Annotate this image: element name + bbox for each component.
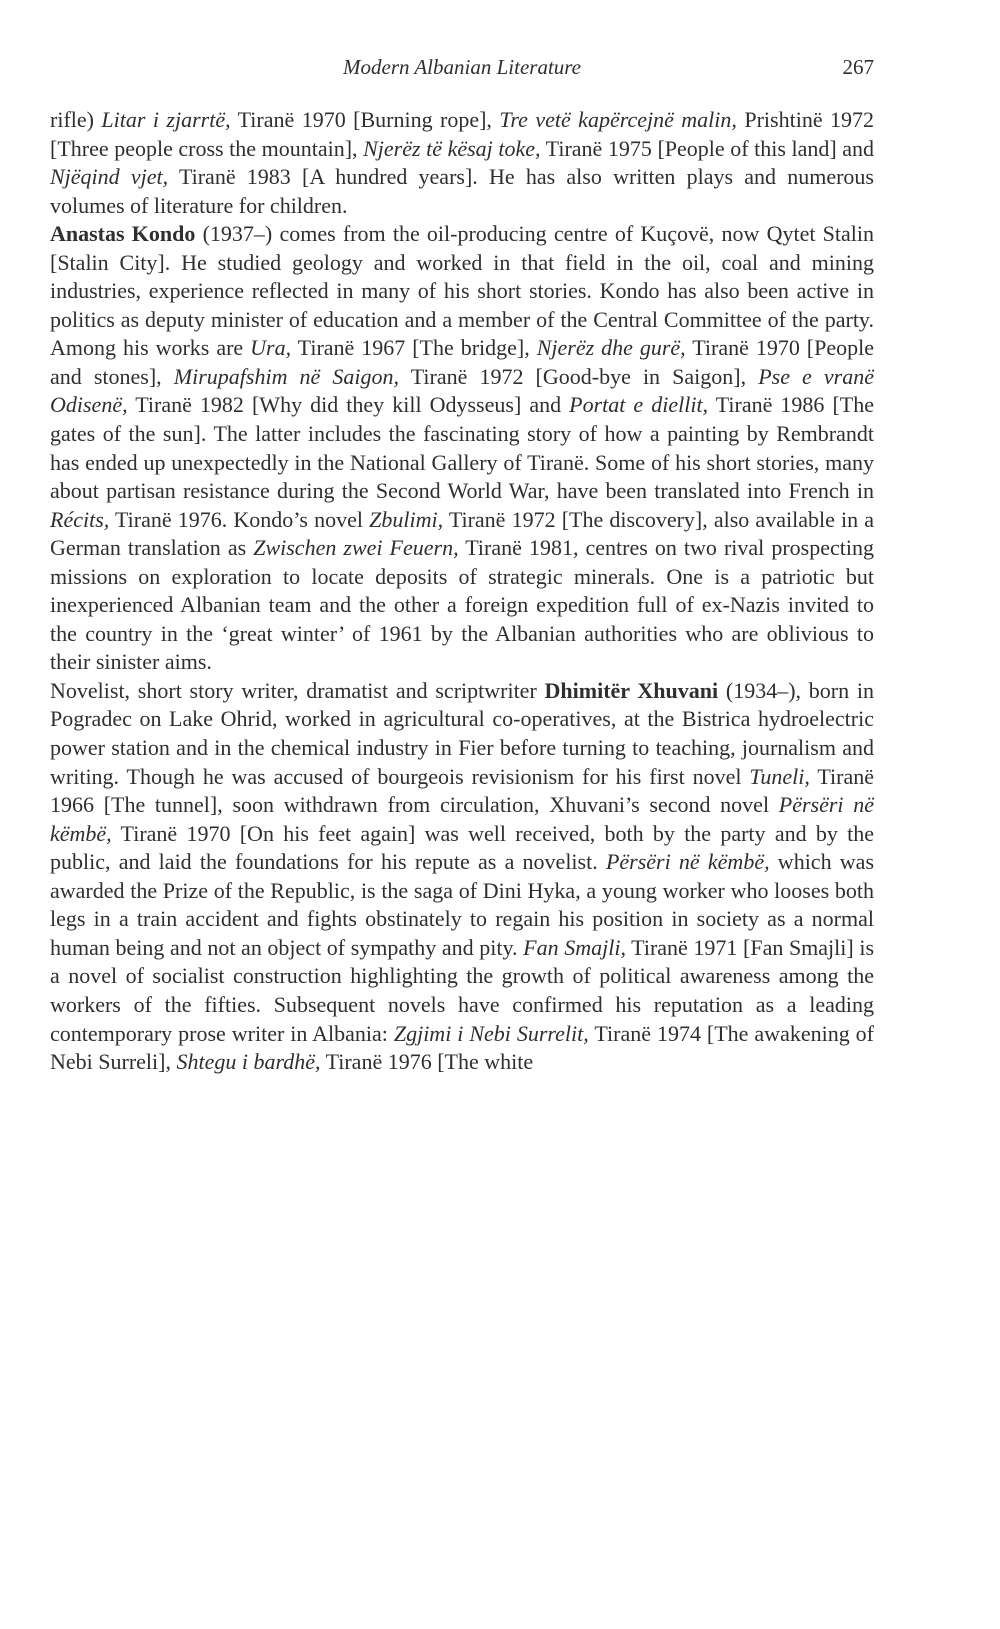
text-run: Tiranë 1970 [People and stones], (50, 335, 874, 389)
paragraph-continuation (50, 106, 874, 220)
work-title: Tuneli, (749, 763, 810, 789)
work-title: Zbulimi, (369, 506, 444, 532)
work-title: Litar i zjarrtë, (101, 107, 231, 132)
author-name: Anastas Kondo (50, 221, 196, 247)
text-run: Tiranë 1966 [The tunnel], soon withdrawn from circulation, Xhuvani’s second novel (50, 763, 874, 818)
text-run: (1937–) comes from the oil-producing centre of Kuçovë, now Qytet Stalin [Stalin City]. He studied geology and worked in that field in the oil, coal and mining industries, experience reflected in many of his short stories. Kondo has also been active in politics as deputy minister of education and a member of the Central Committee of the party. Among his works are (50, 221, 875, 361)
paragraph-dhimiter-xhuvani (50, 677, 874, 1077)
work-title: Portat e diellit, (569, 392, 709, 418)
text-run: Tiranë 1967 [The bridge], (291, 335, 537, 361)
running-header (50, 50, 874, 84)
text-run: (1934–), born in Pogradec on Lake Ohrid, worked in agricultural co-operatives, at the Bistrica hydroelectric power station and in the chemical industry in Fier before turning to teaching, journalism and writing. Though he was accused of bourgeois revisionism for his first novel (50, 677, 874, 789)
text-run: Tiranë 1972 [The discovery], also available in a German translation as (50, 506, 874, 561)
text-run: Tiranë 1986 [The gates of the sun]. The latter includes the fascinating story of how a painting by Rembrandt has ended up unexpectedly in the National Gallery of Tiranë. Some of his short stories, many about partisan resistance during the Second World War, have been translated into French in (50, 392, 874, 504)
work-title: Njerëz dhe gurë, (536, 335, 686, 361)
text-run: Prishtinë 1972 [Three people cross the mountain], (50, 107, 875, 161)
text-run: Novelist, short story writer, dramatist and scriptwriter (50, 677, 545, 703)
work-title: Përsëri në këmbë, (605, 849, 770, 875)
text-run: Tiranë 1974 [The awakening of Nebi Surreli], (50, 1020, 874, 1075)
text-run: Tiranë 1970 [On his feet again] was well received, both by the party and by the public, and laid the foundations for his repute as a novelist. (50, 820, 874, 875)
text-run: which was awarded the Prize of the Republic, is the saga of Dini Hyka, a young worker who looses both legs in a train accident and fights obstinately to regain his position in society as a normal human being and not an object of sympathy and pity. (50, 849, 875, 960)
work-title: Shtegu i bardhë, (176, 1049, 321, 1075)
paragraph-anastas-kondo (50, 220, 874, 677)
text-run: Tiranë 1981, centres on two rival prospecting missions on exploration to locate deposits of strategic minerals. One is a patriotic but inexperienced Albanian team and the other a foreign expedition full of ex-Nazis invited to the country in the ‘great winter’ of 1961 by the Albanian authorities who are oblivious to their sinister aims. (50, 535, 874, 675)
author-name: Dhimitër Xhuvani (544, 677, 719, 703)
body-text (50, 106, 874, 1077)
page-number: 267 (842, 55, 874, 79)
text-run: Tiranë 1983 [A hundred years]. He has also written plays and numerous volumes of literature for children. (50, 164, 874, 218)
work-title: Pse e vranë Odisenë, (50, 363, 874, 418)
work-title: Zwischen zwei Feuern, (253, 535, 459, 561)
work-title: Zgjimi i Nebi Surrelit, (393, 1020, 589, 1046)
text-run: Tiranë 1970 [Burning rope], (230, 107, 500, 132)
work-title: Njerëz të kësaj toke, (363, 135, 541, 161)
text-run: Tiranë 1971 [Fan Smajli] is a novel of socialist construction highlighting the growth of political awareness among the workers of the fifties. Subsequent novels have confirmed his reputation as a leading contemporary prose writer in Albania: (50, 934, 875, 1046)
text-run: Tiranë 1982 [Why did they kill Odysseus] and (127, 392, 570, 418)
work-title: Ura, (250, 335, 292, 361)
text-run: Tiranë 1975 [People of this land] and (540, 135, 874, 161)
text-run: Tiranë 1976 [The white (320, 1049, 534, 1075)
text-run: Tiranë 1976. Kondo’s novel (109, 506, 370, 532)
work-title: Récits, (50, 506, 110, 532)
work-title: Përsëri në këmbë, (50, 792, 874, 846)
running-title: Modern Albanian Literature (343, 55, 581, 79)
work-title: Tre vetë kapërcejnë malin, (499, 107, 737, 132)
work-title: Mirupafshim në Saigon, (173, 363, 400, 389)
text-run: rifle) (50, 107, 102, 132)
work-title: Fan Smajli, (523, 934, 626, 960)
work-title: Njëqind vjet, (50, 164, 169, 190)
text-run: Tiranë 1972 [Good-bye in Saigon], (399, 363, 759, 389)
